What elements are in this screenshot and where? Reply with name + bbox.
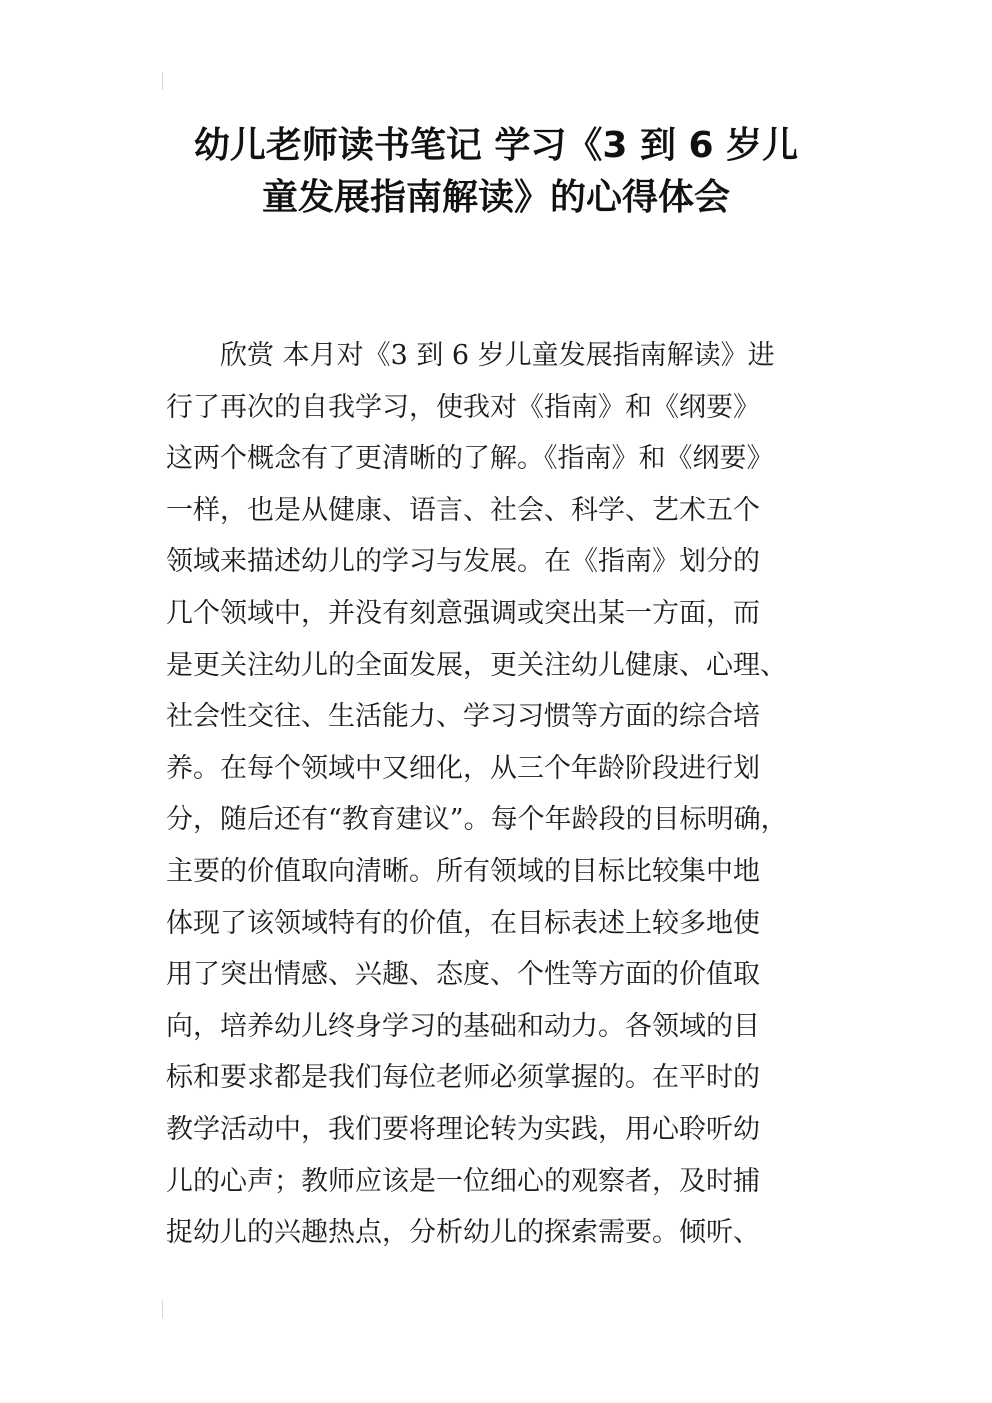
document-title xyxy=(100,120,892,224)
body-line: 领域来描述幼儿的学习与发展。在《指南》划分的 xyxy=(166,546,760,578)
body-line: 儿的心声；教师应该是一位细心的观察者，及时捕 xyxy=(166,1165,760,1197)
body-line: 教学活动中，我们要将理论转为实践，用心聆听幼 xyxy=(166,1113,760,1145)
body-line: 用了突出情感、兴趣、态度、个性等方面的价值取 xyxy=(166,959,760,991)
corner-crop-mark-top xyxy=(162,72,163,90)
corner-crop-mark-bottom xyxy=(162,1300,163,1318)
body-line: 一样，也是从健康、语言、社会、科学、艺术五个 xyxy=(166,494,760,526)
title-line-1: 幼儿老师读书笔记 学习《3 到 6 岁儿 xyxy=(193,125,799,166)
body-line: 主要的价值取向清晰。所有领域的目标比较集中地 xyxy=(166,855,760,887)
body-line: 行了再次的自我学习，使我对《指南》和《纲要》 xyxy=(166,391,760,423)
title-line-2: 童发展指南解读》的心得体会 xyxy=(261,177,730,218)
body-line: 向，培养幼儿终身学习的基础和动力。各领域的目 xyxy=(166,1010,760,1042)
body-paragraph xyxy=(166,330,846,1259)
body-line: 体现了该领域特有的价值，在目标表述上较多地使 xyxy=(166,907,760,939)
body-line: 这两个概念有了更清晰的了解。《指南》和《纲要》 xyxy=(166,443,774,475)
body-line: 分，随后还有“教育建议”。每个年龄段的目标明确， xyxy=(166,804,788,836)
body-line: 是更关注幼儿的全面发展，更关注幼儿健康、心理、 xyxy=(166,649,787,681)
body-line: 捉幼儿的兴趣热点，分析幼儿的探索需要。倾听、 xyxy=(166,1217,760,1249)
body-line: 欣赏 本月对《3 到 6 岁儿童发展指南解读》进 xyxy=(220,340,775,371)
body-line: 标和要求都是我们每位老师必须掌握的。在平时的 xyxy=(166,1062,760,1094)
body-line: 养。在每个领域中又细化，从三个年龄阶段进行划 xyxy=(166,752,760,784)
body-line: 几个领域中，并没有刻意强调或突出某一方面，而 xyxy=(166,597,760,629)
body-line: 社会性交往、生活能力、学习习惯等方面的综合培 xyxy=(166,701,760,733)
